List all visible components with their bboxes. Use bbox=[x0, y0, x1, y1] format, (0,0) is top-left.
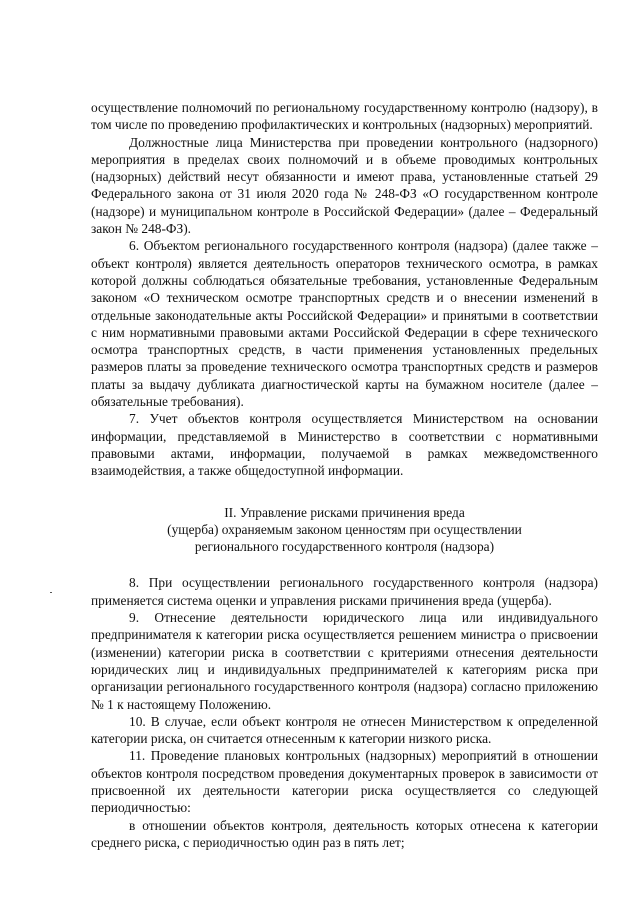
paragraph-continuation: осуществление полномочий по региональному государственному контролю (надзору), в том числе по проведению профилактических и контрольных (надзорных) мероприятий. bbox=[91, 100, 598, 133]
paragraph-item-10: 10. В случае, если объект контроля не отнесен Министерством к определенной категории риска, он считается отнесенным к категории низкого риска. bbox=[91, 713, 598, 747]
paragraph-item-6: 6. Объектом регионального государственного контроля (надзора) (далее также – объект контроля) является деятельность операторов технического осмотра, в рамках которой должны соблюдаться обязательные требования, установленные Федеральным законом «О техническом осмотре транспортных средств и о внесении изменений в отдельные законодательные акты Российской Федерации» и принятыми в соответствии с ним нормативными правовыми актами Российской Федерации в сфере технического осмотра транспортных средств, в части применения установленных предельных размеров платы за проведение технического осмотра транспортных средств и размеров платы за выдачу дубликата диагностической карты на бумажном носителе (далее – обязательные требования). bbox=[91, 238, 598, 410]
section-heading-line: регионального государственного контроля (надзора) bbox=[194, 539, 495, 555]
paragraph-item-8: 8. При осуществлении регионального государственного контроля (надзора) применяется система оценки и управления рисками причинения вреда (ущерба). bbox=[91, 575, 598, 608]
paragraph-item-11: 11. Проведение плановых контрольных (надзорных) мероприятий в отношении объектов контроля посредством проведения документарных проверок в зависимости от присвоенной их деятельности категории риска осуществляется со следующей периодичностью: bbox=[91, 748, 598, 816]
section-heading-line: II. Управление рисками причинения вреда bbox=[224, 504, 465, 520]
section-heading bbox=[91, 504, 598, 556]
paragraph-item-11-sub: в отношении объектов контроля, деятельность которых отнесена к категории среднего риска, с периодичностью один раз в пять лет; bbox=[91, 817, 598, 850]
scan-speck bbox=[50, 592, 52, 593]
paragraph-officials-rights: Должностные лица Министерства при проведении контрольного (надзорного) мероприятия в пределах своих полномочий и в объеме проводимых контрольных (надзорных) действий несут обязанности и имеют права, установленные статьей 29 Федерального закона от 31 июля 2020 года № 248-ФЗ «О государственном контроле (надзоре) и муниципальном контроле в Российской Федерации» (далее – Федеральный закон № 248-ФЗ). bbox=[91, 134, 598, 237]
paragraph-item-9: 9. Отнесение деятельности юридического лица или индивидуального предпринимателя к категории риска осуществляется решением министра о присвоении (изменении) категории риска в соответствии с критериями отнесения деятельности юридических лиц и индивидуальных предпринимателей к категориям риска при организации регионального государственного контроля (надзора) согласно приложению № 1 к настоящему Положению. bbox=[91, 610, 598, 712]
section-heading-line: (ущерба) охраняемым законом ценностям при осуществлении bbox=[167, 521, 522, 537]
paragraph-item-7: 7. Учет объектов контроля осуществляется Министерством на основании информации, представляемой в Министерство в соответствии с нормативными правовыми актами, информации, получаемой в рамках межведомственного взаимодействия, а также общедоступной информации. bbox=[91, 411, 598, 479]
